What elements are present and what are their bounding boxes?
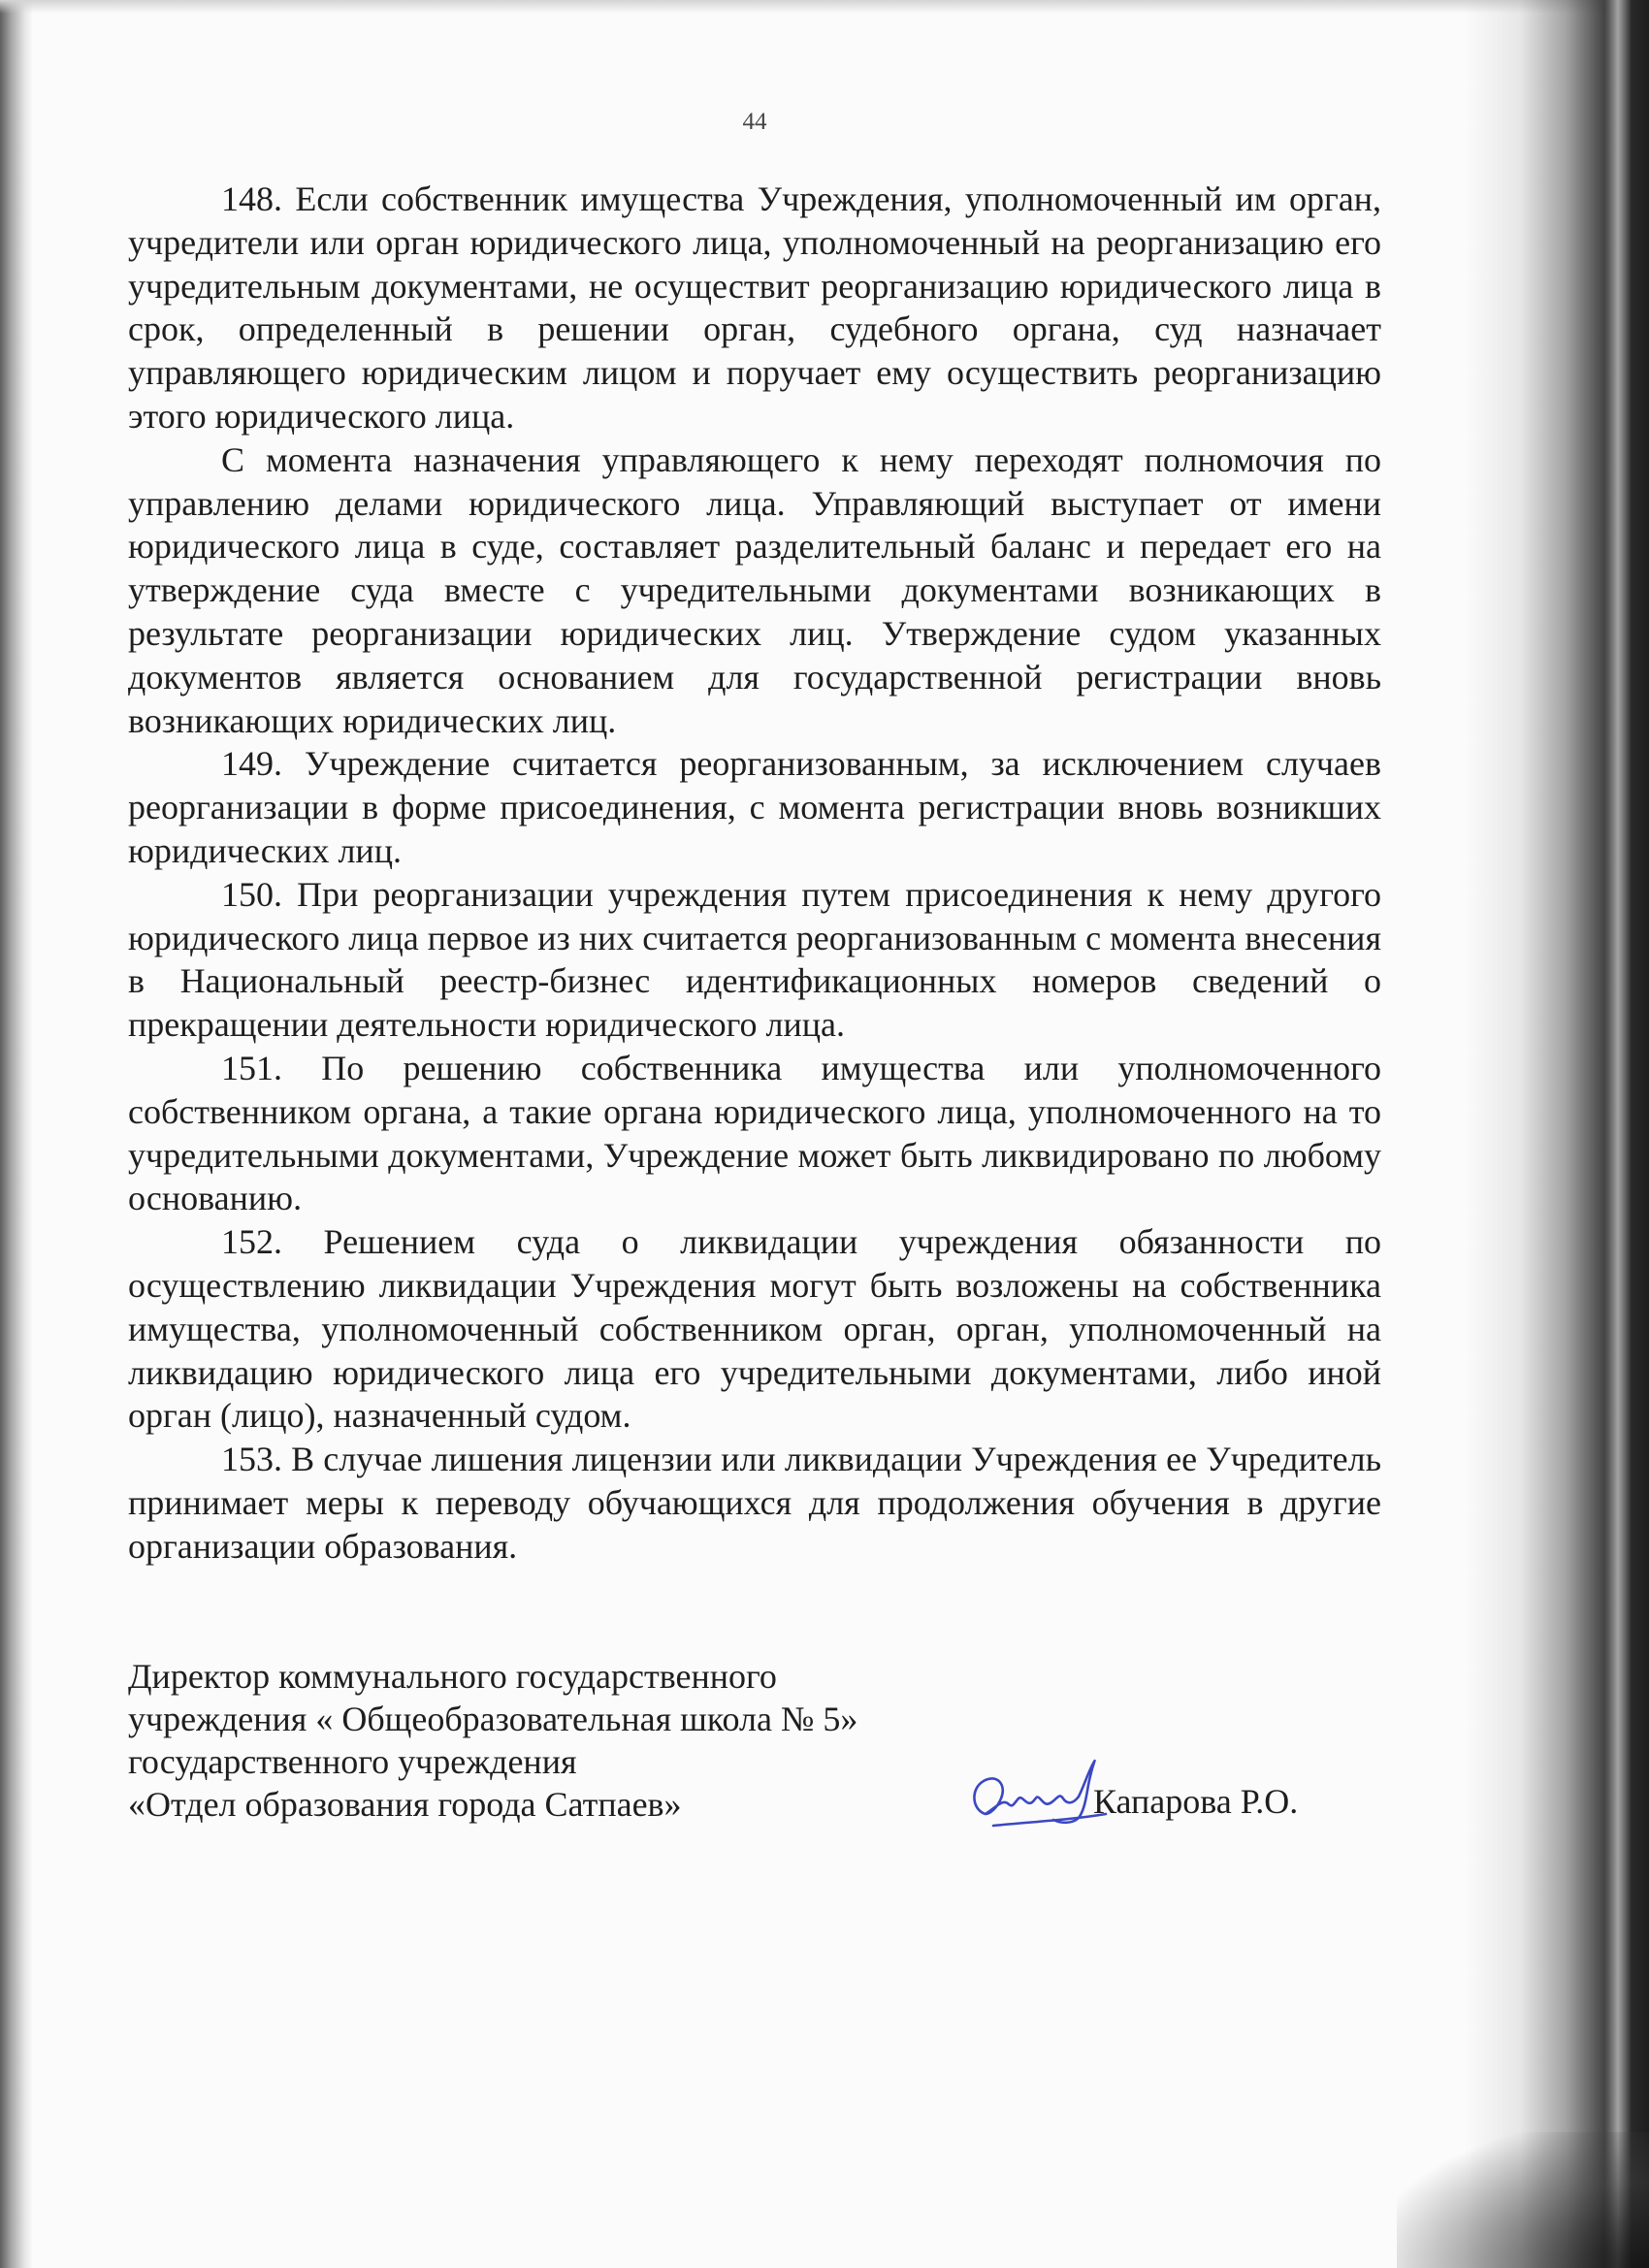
paragraph-152: 152. Решением суда о ликвидации учреждения обязанности по осуществлению ликвидации Учреждения могут быть возложены на собственника имущества, уполномоченный собственником орган, орган, уполномоченный на ликвидацию юридического лица его учредительными документами, либо иной орган (лицо), назначенный судом. <box>128 1222 1381 1436</box>
signer-title-line-4: «Отдел образования города Сатпаев» <box>128 1785 682 1824</box>
paragraph-148: 148. Если собственник имущества Учреждения, уполномоченный им орган, учредители или орган юридического лица, уполномоченный на реорганизацию его учредительным документами, не осуществит реорганизацию юридического лица в срок, определенный в решении орган, судебного органа, суд назначает управляющего юридическим лицом и поручает ему осуществить реорганизацию этого юридического лица. <box>128 179 1381 436</box>
scan-shadow-corner <box>1397 2132 1649 2268</box>
paragraph-153: 153. В случае лишения лицензии или ликвидации Учреждения ее Учредитель принимает меры к переводу обучающихся для продолжения обучения в другие организации образования. <box>128 1440 1381 1566</box>
paragraph-appointment: С момента назначения управляющего к нему переходят полномочия по управлению делами юридического лица. Управляющий выступает от имени юридического лица в суде, составляет разделительный баланс и передает его на утверждение суда вместе с учредительными документами возникающих в результате реорганизации юридических лиц. Утверждение судом указанных документов является основанием для государственной регистрации вновь возникающих юридических лиц. <box>128 439 1381 740</box>
paragraph-149: 149. Учреждение считается реорганизованным, за исключением случаев реорганизации в форме присоединения, с момента регистрации вновь возникших юридических лиц. <box>128 744 1381 870</box>
paragraph-150: 150. При реорганизации учреждения путем присоединения к нему другого юридического лица первое из них считается реорганизованным с момента внесения в Национальный реестр-бизнес идентификационных номеров сведений о прекращении деятельности юридического лица. <box>128 874 1381 1045</box>
signer-title-line-2: учреждения « Общеобразовательная школа № 5» <box>128 1700 858 1738</box>
signature-strokes <box>974 1761 1106 1826</box>
signer-title-line-1: Директор коммунального государственного <box>128 1657 777 1696</box>
signature-stroke-3 <box>1053 1761 1095 1823</box>
signature-stroke-1 <box>974 1778 1018 1814</box>
document-body <box>128 178 1381 1569</box>
paragraph-151: 151. По решению собственника имущества или уполномоченного собственником органа, а такие органа юридического лица, уполномоченного на то учредительными документами, Учреждение может быть ликвидировано по любому основанию. <box>128 1048 1381 1218</box>
signer-name: Капарова Р.О. <box>1093 1782 1299 1821</box>
scan-shadow-top <box>0 0 1649 14</box>
scan-shadow-left <box>0 0 33 2268</box>
handwritten-signature <box>964 1746 1110 1835</box>
signature-stroke-4 <box>993 1814 1106 1826</box>
scan-highlight-right <box>1604 0 1632 2268</box>
signer-title-line-3: государственного учреждения <box>128 1742 577 1781</box>
page-number: 44 <box>742 109 767 135</box>
signature-stroke-2 <box>1018 1796 1079 1803</box>
